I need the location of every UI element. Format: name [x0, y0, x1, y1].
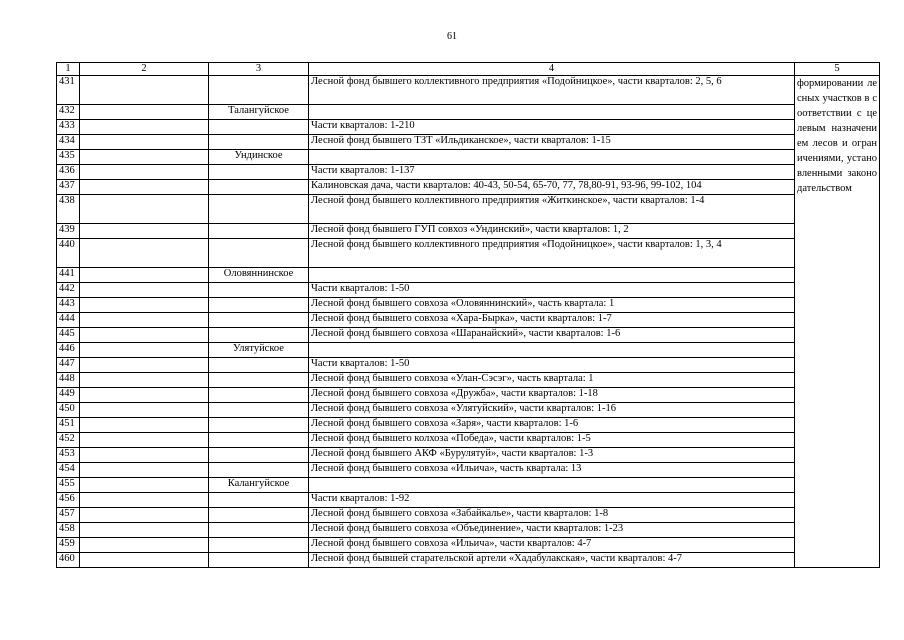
- table-row: [57, 76, 880, 105]
- description-cell: Лесной фонд бывшего коллективного предприятия «Подойницкое», части кварталов: 1, 3, 4: [309, 239, 795, 268]
- description-cell: [309, 478, 795, 493]
- row-number-cell: 433: [57, 120, 80, 135]
- district-cell: [209, 493, 309, 508]
- district-cell: [209, 463, 309, 478]
- column-2-cell: [80, 538, 209, 553]
- row-number-cell: 436: [57, 165, 80, 180]
- district-cell: [209, 180, 309, 195]
- column-2-cell: [80, 180, 209, 195]
- table-row: [57, 105, 880, 120]
- description-cell: [309, 268, 795, 283]
- row-number-cell: 450: [57, 403, 80, 418]
- row-number-cell: 432: [57, 105, 80, 120]
- row-number-cell: 460: [57, 553, 80, 568]
- column-2-cell: [80, 523, 209, 538]
- row-number-cell: 458: [57, 523, 80, 538]
- row-number-cell: 439: [57, 224, 80, 239]
- district-cell: [209, 373, 309, 388]
- column-2-cell: [80, 135, 209, 150]
- description-cell: Лесной фонд бывшего совхоза «Улятуйский», части кварталов: 1-16: [309, 403, 795, 418]
- description-cell: Лесной фонд бывшего совхоза «Хара-Бырка», части кварталов: 1-7: [309, 313, 795, 328]
- description-cell: Лесной фонд бывшего совхоза «Оловяннинский», часть квартала: 1: [309, 298, 795, 313]
- column-2-cell: [80, 120, 209, 135]
- district-cell: [209, 418, 309, 433]
- column-2-cell: [80, 373, 209, 388]
- table-row: [57, 150, 880, 165]
- table-row: [57, 313, 880, 328]
- column-2-cell: [80, 76, 209, 105]
- district-cell: Талангуйское: [209, 105, 309, 120]
- row-number-cell: 448: [57, 373, 80, 388]
- table-row: [57, 433, 880, 448]
- table-row: [57, 478, 880, 493]
- district-cell: Оловяннинское: [209, 268, 309, 283]
- table-row: [57, 135, 880, 150]
- column-2-cell: [80, 403, 209, 418]
- description-cell: Лесной фонд бывшего совхоза «Объединение», части кварталов: 1-23: [309, 523, 795, 538]
- row-number-cell: 441: [57, 268, 80, 283]
- table-row: [57, 224, 880, 239]
- table-row: [57, 448, 880, 463]
- column-2-cell: [80, 283, 209, 298]
- district-cell: [209, 538, 309, 553]
- description-cell: Части кварталов: 1-50: [309, 283, 795, 298]
- row-number-cell: 431: [57, 76, 80, 105]
- district-cell: [209, 165, 309, 180]
- table-row: [57, 120, 880, 135]
- column-2-cell: [80, 433, 209, 448]
- row-number-cell: 446: [57, 343, 80, 358]
- district-cell: [209, 120, 309, 135]
- description-cell: Части кварталов: 1-92: [309, 493, 795, 508]
- description-cell: Лесной фонд бывшего совхоза «Ильича», части кварталов: 4-7: [309, 538, 795, 553]
- table-row: [57, 523, 880, 538]
- description-cell: Лесной фонд бывшего совхоза «Шаранайский», части кварталов: 1-6: [309, 328, 795, 343]
- district-cell: [209, 358, 309, 373]
- column-2-cell: [80, 328, 209, 343]
- column-2-cell: [80, 195, 209, 224]
- description-cell: Лесной фонд бывшего совхоза «Заря», части кварталов: 1-6: [309, 418, 795, 433]
- column-2-cell: [80, 478, 209, 493]
- column-header: 4: [309, 63, 795, 76]
- column-2-cell: [80, 239, 209, 268]
- table-row: [57, 358, 880, 373]
- row-number-cell: 445: [57, 328, 80, 343]
- district-cell: [209, 523, 309, 538]
- description-cell: Лесной фонд бывшего коллективного предприятия «Подойницкое», части кварталов: 2, 5, 6: [309, 76, 795, 105]
- row-number-cell: 457: [57, 508, 80, 523]
- row-number-cell: 455: [57, 478, 80, 493]
- row-number-cell: 454: [57, 463, 80, 478]
- column-2-cell: [80, 165, 209, 180]
- row-number-cell: 438: [57, 195, 80, 224]
- district-cell: [209, 508, 309, 523]
- district-cell: [209, 403, 309, 418]
- column-header: 5: [795, 63, 880, 76]
- column-2-cell: [80, 224, 209, 239]
- district-cell: [209, 239, 309, 268]
- row-number-cell: 452: [57, 433, 80, 448]
- table-row: [57, 343, 880, 358]
- description-cell: Части кварталов: 1-50: [309, 358, 795, 373]
- table-row: [57, 403, 880, 418]
- description-cell: Лесной фонд бывшего колхоза «Победа», части кварталов: 1-5: [309, 433, 795, 448]
- description-cell: [309, 105, 795, 120]
- row-number-cell: 449: [57, 388, 80, 403]
- description-cell: Лесной фонд бывшего совхоза «Ильича», часть квартала: 13: [309, 463, 795, 478]
- column-2-cell: [80, 463, 209, 478]
- column-2-cell: [80, 105, 209, 120]
- purpose-cell: формировании лесных участков в соответствии с целевым назначением лесов и ограничениями, установленными законодательством: [795, 76, 880, 568]
- row-number-cell: 443: [57, 298, 80, 313]
- description-cell: Лесной фонд бывшего совхоза «Забайкалье», части кварталов: 1-8: [309, 508, 795, 523]
- forest-fund-table: [56, 62, 880, 568]
- table-row: [57, 180, 880, 195]
- district-cell: [209, 76, 309, 105]
- district-cell: [209, 195, 309, 224]
- row-number-cell: 435: [57, 150, 80, 165]
- row-number-cell: 444: [57, 313, 80, 328]
- column-2-cell: [80, 268, 209, 283]
- column-2-cell: [80, 358, 209, 373]
- row-number-cell: 451: [57, 418, 80, 433]
- column-2-cell: [80, 150, 209, 165]
- table-row: [57, 553, 880, 568]
- district-cell: [209, 313, 309, 328]
- description-cell: Лесной фонд бывшего ГУП совхоз «Ундинский», части кварталов: 1, 2: [309, 224, 795, 239]
- row-number-cell: 440: [57, 239, 80, 268]
- table-row: [57, 328, 880, 343]
- district-cell: [209, 448, 309, 463]
- table-row: [57, 463, 880, 478]
- district-cell: Калангуйское: [209, 478, 309, 493]
- description-cell: Калиновская дача, части кварталов: 40-43, 50-54, 65-70, 77, 78,80-91, 93-96, 99-102, 104: [309, 180, 795, 195]
- column-2-cell: [80, 493, 209, 508]
- column-2-cell: [80, 448, 209, 463]
- description-cell: Части кварталов: 1-210: [309, 120, 795, 135]
- table-row: [57, 493, 880, 508]
- row-number-cell: 434: [57, 135, 80, 150]
- row-number-cell: 453: [57, 448, 80, 463]
- district-cell: [209, 283, 309, 298]
- table-row: [57, 373, 880, 388]
- description-cell: Лесной фонд бывшего коллективного предприятия «Житкинское», части кварталов: 1-4: [309, 195, 795, 224]
- table-row: [57, 418, 880, 433]
- district-cell: Улятуйское: [209, 343, 309, 358]
- description-cell: Лесной фонд бывшего ТЗТ «Ильдиканское», части кварталов: 1-15: [309, 135, 795, 150]
- district-cell: [209, 298, 309, 313]
- page-number: 61: [447, 31, 457, 42]
- column-2-cell: [80, 553, 209, 568]
- column-2-cell: [80, 343, 209, 358]
- row-number-cell: 456: [57, 493, 80, 508]
- table-row: [57, 165, 880, 180]
- district-cell: [209, 553, 309, 568]
- column-2-cell: [80, 508, 209, 523]
- district-cell: Ундинское: [209, 150, 309, 165]
- district-cell: [209, 433, 309, 448]
- row-number-cell: 447: [57, 358, 80, 373]
- row-number-cell: 442: [57, 283, 80, 298]
- column-2-cell: [80, 388, 209, 403]
- column-2-cell: [80, 298, 209, 313]
- description-cell: Лесной фонд бывшего совхоза «Дружба», части кварталов: 1-18: [309, 388, 795, 403]
- district-cell: [209, 224, 309, 239]
- column-2-cell: [80, 313, 209, 328]
- description-cell: Лесной фонд бывшего совхоза «Улан-Сэсэг», часть квартала: 1: [309, 373, 795, 388]
- table-row: [57, 239, 880, 268]
- column-header: 1: [57, 63, 80, 76]
- description-cell: [309, 343, 795, 358]
- description-cell: [309, 150, 795, 165]
- district-cell: [209, 135, 309, 150]
- description-cell: Лесной фонд бывшей старательской артели «Хадабулакская», части кварталов: 4-7: [309, 553, 795, 568]
- table-row: [57, 298, 880, 313]
- district-cell: [209, 328, 309, 343]
- table-row: [57, 538, 880, 553]
- table-row: [57, 283, 880, 298]
- table-header-row: [57, 63, 880, 76]
- table-row: [57, 508, 880, 523]
- table-row: [57, 195, 880, 224]
- table-row: [57, 268, 880, 283]
- table-row: [57, 388, 880, 403]
- column-2-cell: [80, 418, 209, 433]
- column-header: 3: [209, 63, 309, 76]
- description-cell: Части кварталов: 1-137: [309, 165, 795, 180]
- column-header: 2: [80, 63, 209, 76]
- description-cell: Лесной фонд бывшего АКФ «Бурулятуй», части кварталов: 1-3: [309, 448, 795, 463]
- district-cell: [209, 388, 309, 403]
- row-number-cell: 437: [57, 180, 80, 195]
- row-number-cell: 459: [57, 538, 80, 553]
